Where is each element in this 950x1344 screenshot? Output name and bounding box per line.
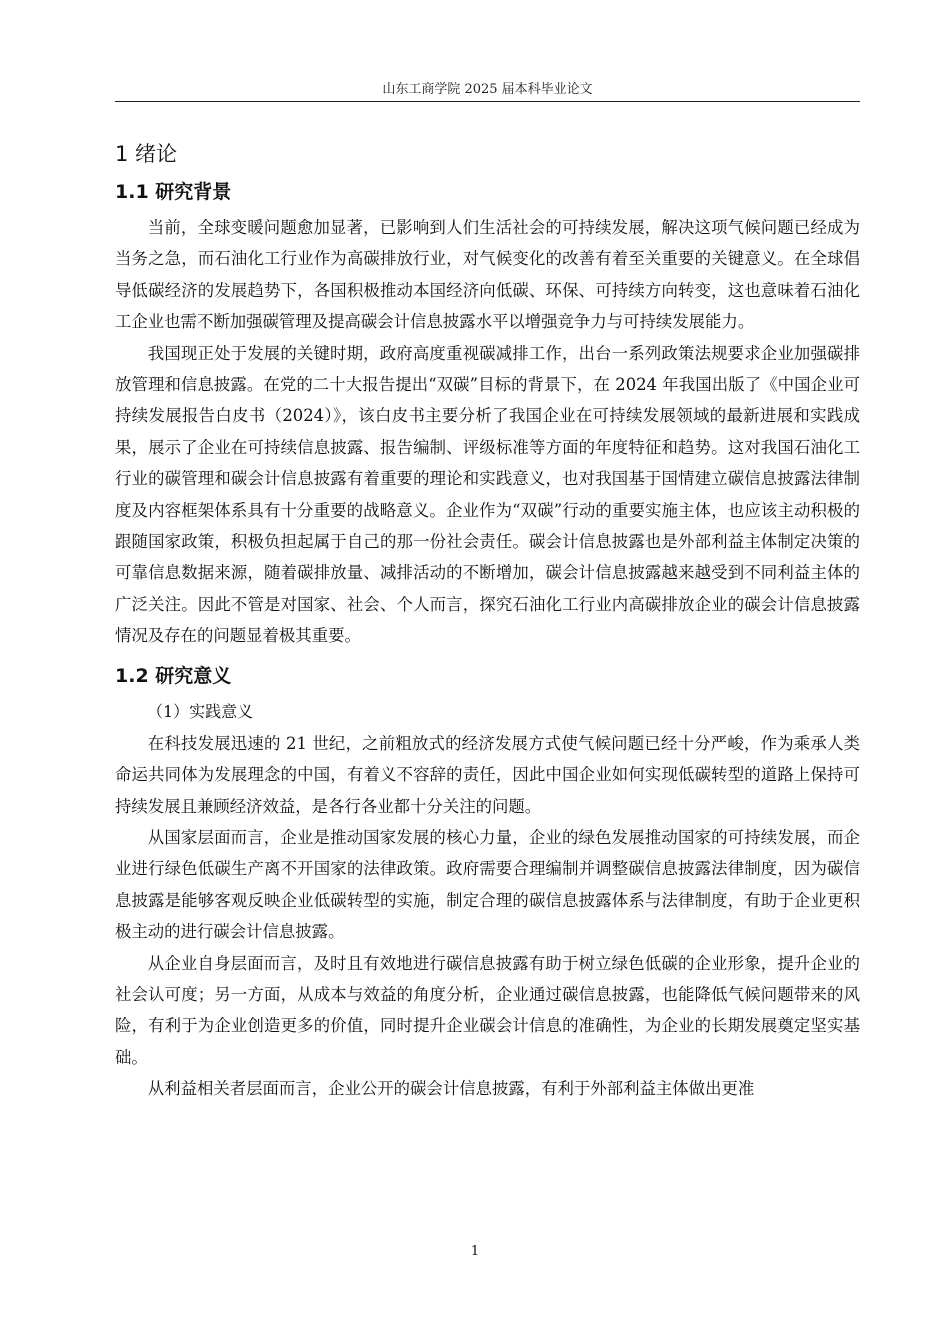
subheading-practical: （1）实践意义 [147, 701, 254, 721]
paragraph: 当前，全球变暖问题愈加显著，已影响到人们生活社会的可持续发展，解决这项气候问题已经成为当务之急，而石油化工行业作为高碳排放行业，对气候变化的改善有着至关重要的关键意义。在全球倡导低碳经济的发展趋势下，各国积极推动本国经济向低碳、环保、可持续方向转变，这也意味着石油化工企业也需不断加强碳管理及提高碳会计信息披露水平以增强竞争力与可持续发展能力。 [115, 218, 860, 332]
paragraph: 从国家层面而言，企业是推动国家发展的核心力量，企业的绿色发展推动国家的可持续发展，而企业进行绿色低碳生产离不开国家的法律政策。政府需要合理编制并调整碳信息披露法律制度，因为碳信息披露是能够客观反映企业低碳转型的实施，制定合理的碳信息披露体系与法律制度，有助于企业更积极主动的进行碳会计信息披露。 [115, 827, 860, 942]
running-header: 山东工商学院 2025 届本科毕业论文 [382, 82, 593, 97]
section-heading-background: 1.1 研究背景 [115, 181, 232, 203]
paragraph: 我国现正处于发展的关键时期，政府高度重视碳减排工作，出台一系列政策法规要求企业加强碳排放管理和信息披露。在党的二十大报告提出“双碳”目标的背景下，在 2024 年我国出版了《中国企业可持续发展报告白皮书（2024）》，该白皮书主要分析了我国企业在可持续发展领域的最新进展和实践成果，展示了企业在可持续信息披露、报告编制、评级标准等方面的年度特征和趋势。这对我国石油化工行业的碳管理和碳会计信息披露有着重要的理论和实践意义，也对我国基于国情建立碳信息披露法律制度及内容框架体系具有十分重要的战略意义。企业作为“双碳”行动的重要实施主体，也应该主动积极的跟随国家政策，积极负担起属于自己的那一份社会责任。碳会计信息披露也是外部利益主体制定决策的可靠信息数据来源，随着碳排放量、减排活动的不断增加，碳会计信息披露越来越受到不同利益主体的广泛关注。因此不管是对国家、社会、个人而言，探究石油化工行业内高碳排放企业的碳会计信息披露情况及存在的问题显着极其重要。 [115, 343, 860, 646]
paragraph: 从利益相关者层面而言，企业公开的碳会计信息披露，有利于外部利益主体做出更准 [147, 1079, 755, 1099]
page-content [115, 136, 860, 1105]
paragraph: 从企业自身层面而言，及时且有效地进行碳信息披露有助于树立绿色低碳的企业形象，提升企业的社会认可度；另一方面，从成本与效益的角度分析，企业通过碳信息披露，也能降低气候问题带来的风险，有利于为企业创造更多的价值，同时提升企业碳会计信息的准确性，为企业的长期发展奠定坚实基础。 [115, 953, 860, 1067]
paragraph: 在科技发展迅速的 21 世纪，之前粗放式的经济发展方式使气候问题已经十分严峻，作为乘承人类命运共同体为发展理念的中国，有着义不容辞的责任，因此中国企业如何实现低碳转型的道路上保持可持续发展且兼顾经济效益，是各行各业都十分关注的问题。 [115, 733, 860, 816]
section-heading-significance: 1.2 研究意义 [115, 664, 232, 687]
header-rule [115, 101, 860, 102]
chapter-heading: 1 绪论 [115, 142, 178, 166]
page-number: 1 [470, 1244, 480, 1259]
